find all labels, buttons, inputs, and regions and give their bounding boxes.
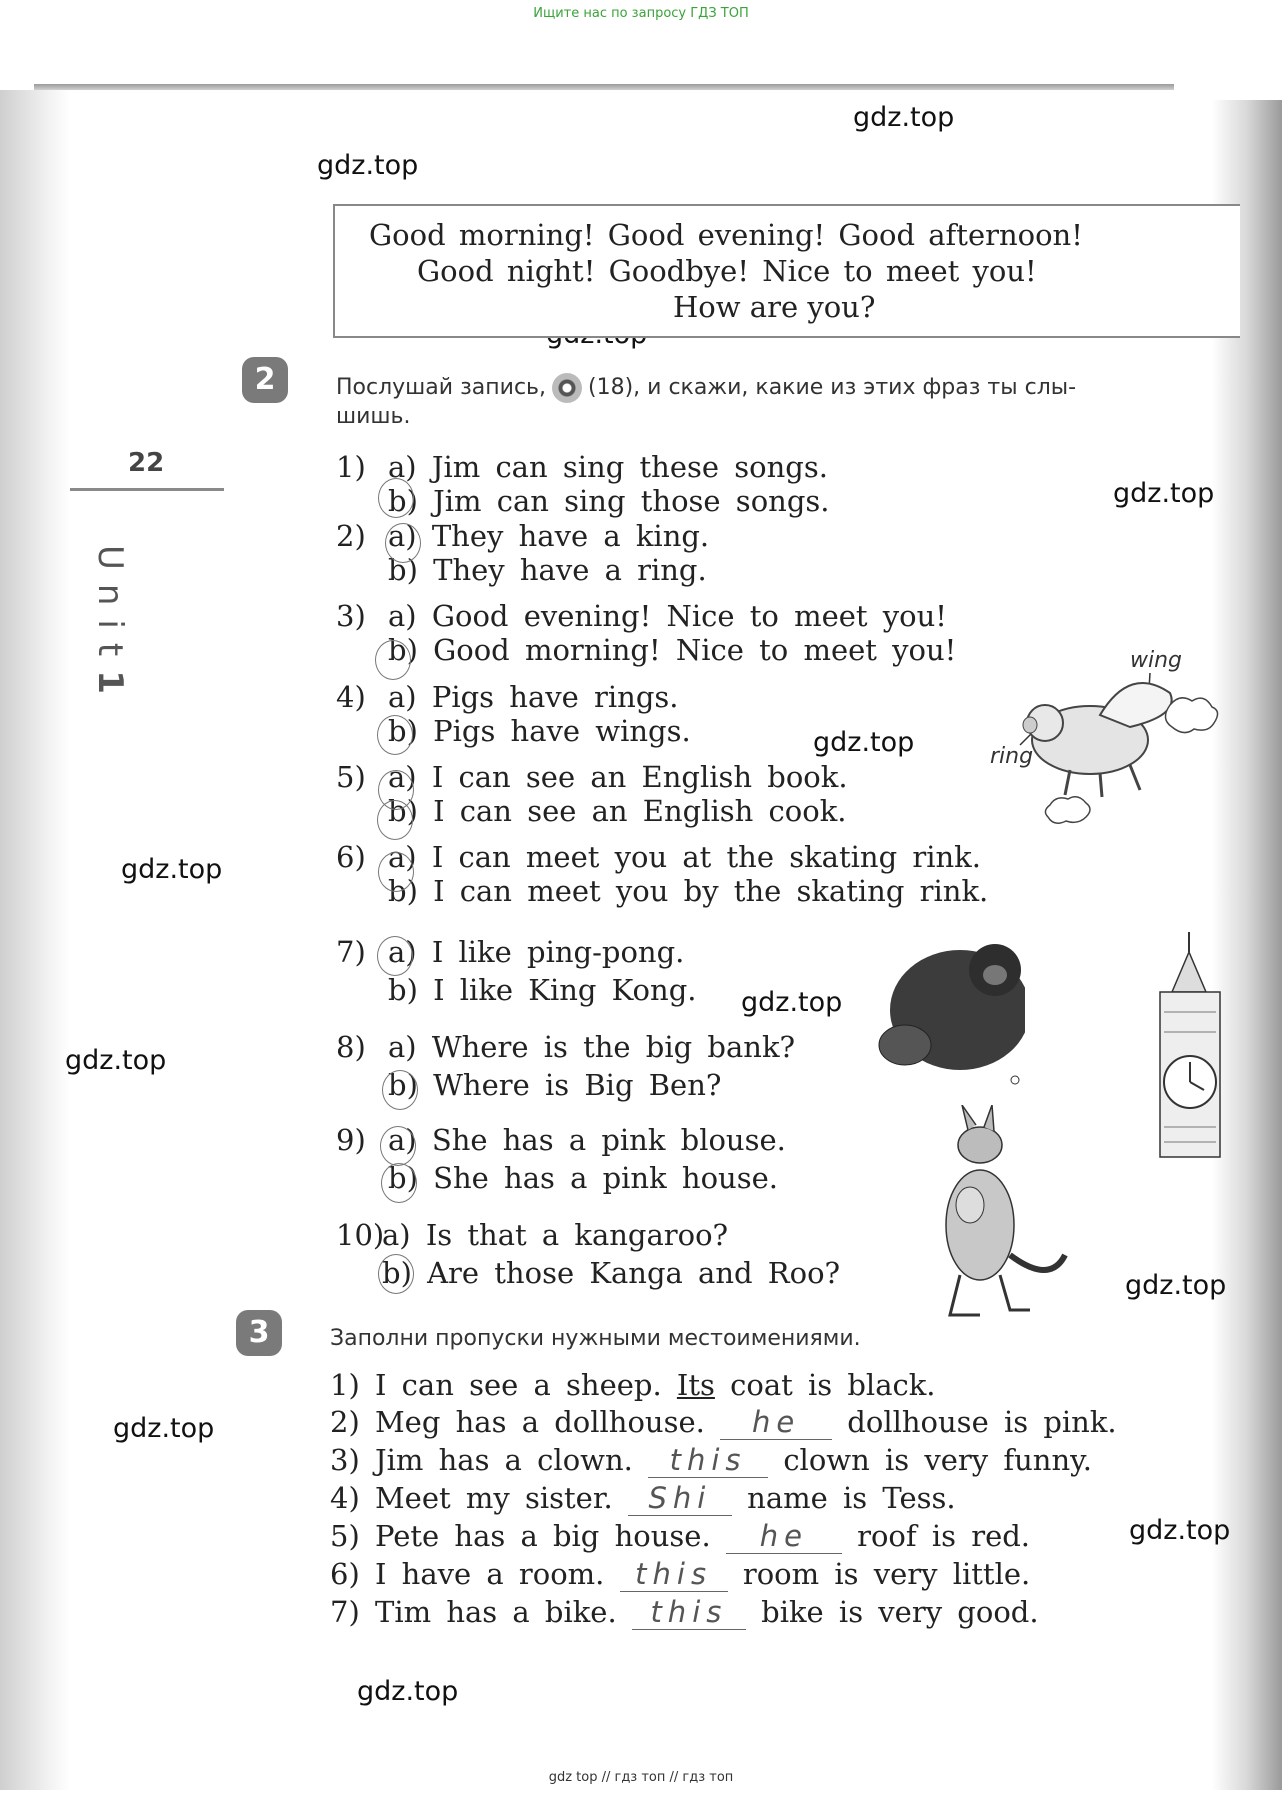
option-b: b) They have a ring. — [388, 553, 707, 587]
item-number: 1) — [330, 1368, 360, 1402]
answer-circle — [385, 523, 421, 563]
answer-circle — [381, 1163, 417, 1203]
answer-blank[interactable]: he — [726, 1519, 842, 1554]
exercise-instruction: Послушай запись, (18), и скажи, какие из этих фраз ты слы- — [336, 373, 1076, 403]
sentence-end: room is very little. — [742, 1557, 1031, 1591]
exercise-instruction: шишь. — [336, 404, 411, 429]
option-a: a) They have a king. — [388, 519, 710, 553]
watermark: gdz.top — [317, 150, 419, 181]
watermark: gdz.top — [1113, 478, 1215, 509]
item-number: 6) — [336, 840, 366, 874]
fill-in-sentence — [330, 1519, 1030, 1554]
answer-blank[interactable]: this — [648, 1443, 768, 1478]
sentence-start: Tim has a bike. — [374, 1595, 617, 1629]
watermark: gdz.top — [113, 1413, 215, 1444]
item-number: 3) — [336, 599, 366, 633]
answer-blank[interactable]: this — [620, 1557, 728, 1592]
gorilla-illustration — [865, 935, 1025, 1085]
item-number: 1) — [336, 450, 366, 484]
answer-blank[interactable]: this — [632, 1595, 746, 1630]
answer-circle — [378, 1254, 414, 1294]
answer-circle — [377, 936, 413, 976]
item-number: 10) — [336, 1218, 385, 1252]
item-number: 5) — [330, 1519, 360, 1553]
sentence-end: coat is black. — [730, 1368, 936, 1402]
option-b: b) Jim can sing those songs. — [388, 484, 830, 518]
option-b: b) Are those Kanga and Roo? — [382, 1256, 841, 1290]
answer-circle — [378, 478, 414, 518]
watermark: gdz.top — [741, 987, 843, 1018]
answer-blank[interactable]: he — [720, 1405, 832, 1440]
option-b: b) Where is Big Ben? — [388, 1068, 722, 1102]
watermark: gdz.top — [121, 854, 223, 885]
answer-circle — [378, 852, 414, 892]
phrase-row: Good night! Goodbye! Nice to meet you! — [417, 254, 1037, 288]
ring-label: ring — [990, 744, 1034, 769]
sentence-end: bike is very good. — [761, 1595, 1039, 1629]
option-b: b) I can meet you by the skating rink. — [388, 874, 989, 908]
option-b: b) I like King Kong. — [388, 973, 697, 1007]
item-number: 2) — [330, 1405, 360, 1439]
option-a: a) She has a pink blouse. — [388, 1123, 786, 1157]
answer-circle — [380, 1126, 416, 1166]
audio-disc-icon — [552, 373, 582, 403]
item-number: 3) — [330, 1443, 360, 1477]
answer-blank[interactable]: Shi — [628, 1481, 732, 1516]
watermark: gdz.top — [357, 1676, 459, 1707]
phrase-row: How are you? — [673, 290, 876, 324]
fill-in-sentence — [330, 1557, 1030, 1592]
page-number: 22 — [128, 448, 165, 478]
fill-in-sentence — [330, 1481, 956, 1516]
option-a: a) Good evening! Nice to meet you! — [388, 599, 947, 633]
sentence-start: Meg has a dollhouse. — [374, 1405, 705, 1439]
option-b: b) She has a pink house. — [388, 1161, 778, 1195]
sentence-start: Jim has a clown. — [374, 1443, 633, 1477]
option-a: a) Where is the big bank? — [388, 1030, 796, 1064]
option-a: a) Pigs have rings. — [388, 680, 679, 714]
sentence-end: roof is red. — [857, 1519, 1031, 1553]
item-number: 8) — [336, 1030, 366, 1064]
flying-pig-illustration — [980, 645, 1240, 830]
item-number: 4) — [330, 1481, 360, 1515]
fill-in-sentence — [330, 1595, 1039, 1630]
sentence-start: I have a room. — [374, 1557, 605, 1591]
item-number: 2) — [336, 519, 366, 553]
sentence-start: Meet my sister. — [374, 1481, 613, 1515]
sentence-end: clown is very funny. — [783, 1443, 1092, 1477]
bottom-banner: gdz top // гдз топ // гдз топ — [548, 1770, 734, 1785]
kangaroo-illustration — [920, 1105, 1070, 1325]
top-banner: Ищите нас по запросу ГДЗ ТОП — [533, 6, 749, 21]
option-a: a) Is that a kangaroo? — [382, 1218, 729, 1252]
sentence-start: I can see a sheep. — [374, 1368, 662, 1402]
phrase-row: Good morning! Good evening! Good afternoon! — [369, 218, 1083, 252]
watermark: gdz.top — [1129, 1515, 1231, 1546]
item-number: 7) — [336, 935, 366, 969]
option-a: a) I like ping-pong. — [388, 935, 685, 969]
sentence-end: name is Tess. — [747, 1481, 956, 1515]
unit-label: Unit1 — [90, 545, 130, 708]
answer-circle — [377, 800, 413, 840]
item-number: 5) — [336, 760, 366, 794]
watermark: gdz.top — [853, 102, 955, 133]
item-number: 6) — [330, 1557, 360, 1591]
exercise-badge: 3 — [236, 1310, 282, 1356]
answer-circle — [382, 1070, 418, 1110]
top-rule — [34, 84, 1174, 90]
phrase-box — [333, 204, 1240, 338]
option-b: b) Pigs have wings. — [388, 714, 691, 748]
answer-blank[interactable]: Its — [676, 1368, 715, 1402]
watermark: gdz.top — [1125, 1270, 1227, 1301]
item-number: 7) — [330, 1595, 360, 1629]
sentence-start: Pete has a big house. — [374, 1519, 711, 1553]
option-b: b) I can see an English cook. — [388, 794, 847, 828]
item-number: 4) — [336, 680, 366, 714]
sentence-end: dollhouse is pink. — [847, 1405, 1117, 1439]
fill-in-sentence — [330, 1368, 936, 1402]
option-a: a) I can see an English book. — [388, 760, 848, 794]
big-ben-illustration — [1142, 932, 1237, 1162]
item-number: 9) — [336, 1123, 366, 1157]
fill-in-sentence — [330, 1443, 1092, 1478]
option-a: a) Jim can sing these songs. — [388, 450, 828, 484]
answer-circle — [377, 715, 413, 755]
watermark: gdz.top — [813, 727, 915, 758]
option-b: b) Good morning! Nice to meet you! — [388, 633, 957, 667]
answer-circle — [375, 640, 411, 680]
watermark: gdz.top — [65, 1045, 167, 1076]
side-rule — [70, 488, 224, 491]
fill-in-sentence — [330, 1405, 1117, 1440]
wing-label: wing — [1130, 648, 1183, 673]
page-gutter-shadow — [0, 90, 70, 1790]
option-a: a) I can meet you at the skating rink. — [388, 840, 981, 874]
exercise-instruction: Заполни пропуски нужными местоимениями. — [330, 1326, 861, 1351]
exercise-badge: 2 — [242, 357, 288, 403]
